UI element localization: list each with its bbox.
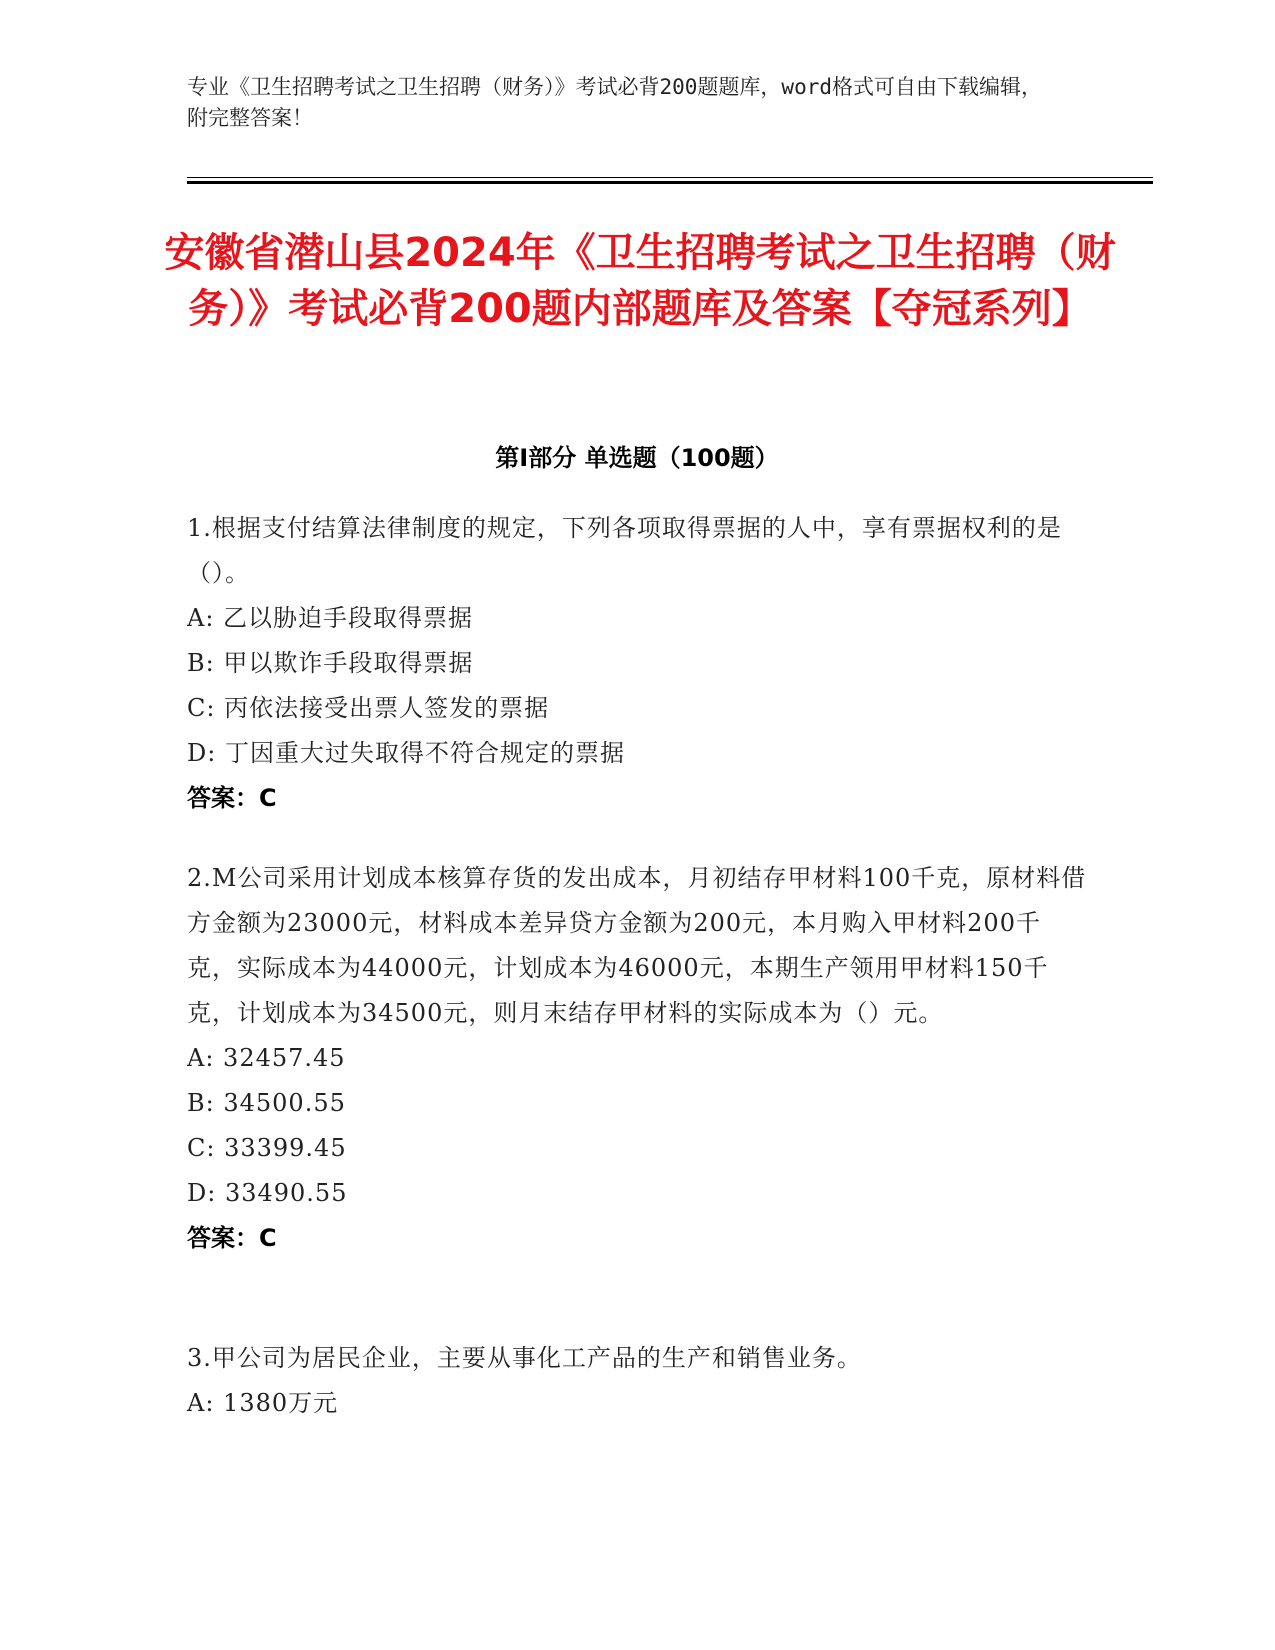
question-stem: 2.M公司采用计划成本核算存货的发出成本，月初结存甲材料100千克，原材料借方金额为23000元，材料成本差异贷方金额为200元，本月购入甲材料200千克，实际成本为44000元，计划成本为46000元，本期生产领用甲材料150千克，计划成本为34500元，则月末结存甲材料的实际成本为（）元。 bbox=[187, 864, 1087, 1027]
header-divider-thick bbox=[187, 181, 1153, 184]
option-a: A: 1380万元 bbox=[187, 1389, 339, 1417]
question-3 bbox=[187, 1336, 1087, 1426]
option-a: A: 32457.45 bbox=[187, 1044, 346, 1072]
option-d: D: 33490.55 bbox=[187, 1179, 348, 1207]
question-2 bbox=[187, 856, 1087, 1261]
section-heading: 第I部分 单选题（100题） bbox=[495, 444, 779, 472]
answer: 答案：C bbox=[187, 1224, 277, 1252]
option-c: C: 33399.45 bbox=[187, 1134, 347, 1162]
document-title: 安徽省潜山县2024年《卫生招聘考试之卫生招聘（财务）》考试必背200题内部题库及答案【夺冠系列】 bbox=[164, 230, 1116, 332]
question-stem: 1.根据支付结算法律制度的规定，下列各项取得票据的人中，享有票据权利的是（）。 bbox=[187, 514, 1062, 587]
option-d: D: 丁因重大过失取得不符合规定的票据 bbox=[187, 739, 625, 767]
answer: 答案：C bbox=[187, 784, 277, 812]
option-a: A: 乙以胁迫手段取得票据 bbox=[187, 604, 474, 632]
header-divider-thin bbox=[187, 177, 1153, 178]
option-c: C: 丙依法接受出票人签发的票据 bbox=[187, 694, 550, 722]
option-b: B: 甲以欺诈手段取得票据 bbox=[187, 649, 474, 677]
option-b: B: 34500.55 bbox=[187, 1089, 346, 1117]
question-1 bbox=[187, 506, 1087, 821]
question-stem: 3.甲公司为居民企业，主要从事化工产品的生产和销售业务。 bbox=[187, 1344, 862, 1372]
header-note: 专业《卫生招聘考试之卫生招聘（财务）》考试必背200题题库，word格式可自由下载编辑，附完整答案！ bbox=[187, 75, 1042, 130]
